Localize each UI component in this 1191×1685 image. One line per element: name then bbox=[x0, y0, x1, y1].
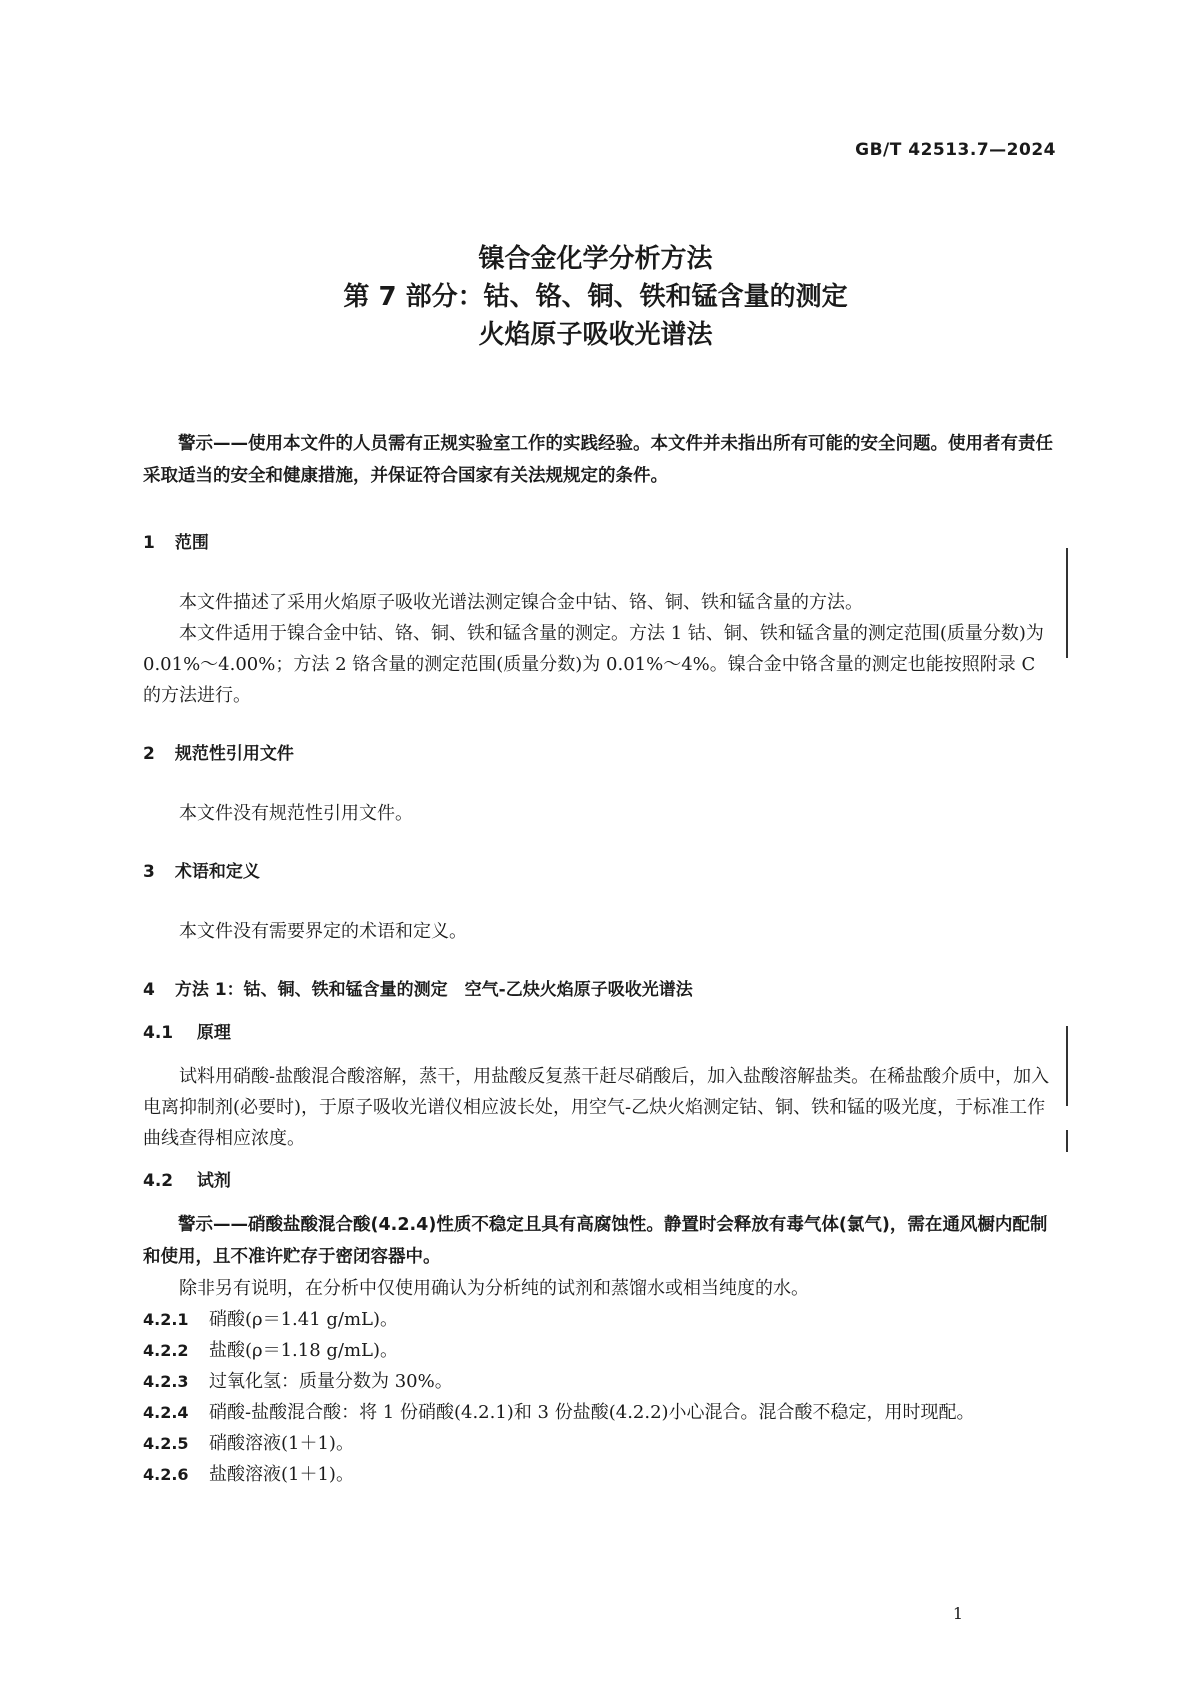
section-title: 方法 1：钴、铜、铁和锰含量的测定 空气-乙炔火焰原子吸收光谱法 bbox=[174, 980, 693, 1000]
title-line-3: 火焰原子吸收光谱法 bbox=[478, 320, 713, 350]
title-line-2: 第 7 部分：钴、铬、铜、铁和锰含量的测定 bbox=[343, 282, 848, 312]
document-title bbox=[0, 240, 1191, 354]
section-heading-scope bbox=[143, 528, 1058, 559]
list-item bbox=[143, 1366, 1058, 1397]
document-body bbox=[143, 428, 1058, 1490]
section-title: 术语和定义 bbox=[174, 862, 260, 882]
item-text: 盐酸(ρ＝1.18 g/mL)。 bbox=[209, 1340, 399, 1361]
item-number: 4.2.3 bbox=[143, 1372, 189, 1391]
safety-warning: 警示——使用本文件的人员需有正规实验室工作的实践经验。本文件并未指出所有可能的安全问题。使用者有责任采取适当的安全和健康措施，并保证符合国家有关法规规定的条件。 bbox=[143, 434, 1053, 486]
list-item bbox=[143, 1335, 1058, 1366]
change-bar-principle bbox=[1066, 1026, 1068, 1106]
section-heading-method-1 bbox=[143, 975, 1058, 1006]
section-title: 规范性引用文件 bbox=[174, 744, 294, 764]
subsection-number: 4.2 bbox=[143, 1171, 174, 1191]
standard-number: GB/T 42513.7—2024 bbox=[855, 140, 1056, 160]
item-text: 过氧化氢：质量分数为 30%。 bbox=[209, 1371, 453, 1392]
change-bar-scope bbox=[1066, 548, 1068, 658]
list-item bbox=[143, 1428, 1058, 1459]
subsection-title: 原理 bbox=[196, 1023, 231, 1043]
list-item bbox=[143, 1459, 1058, 1490]
item-number: 4.2.2 bbox=[143, 1341, 189, 1360]
paragraph: 除非另有说明，在分析中仅使用确认为分析纯的试剂和蒸馏水或相当纯度的水。 bbox=[179, 1278, 809, 1299]
item-number: 4.2.1 bbox=[143, 1310, 189, 1329]
item-text: 硝酸溶液(1＋1)。 bbox=[209, 1433, 354, 1454]
item-number: 4.2.4 bbox=[143, 1403, 189, 1422]
paragraph: 本文件描述了采用火焰原子吸收光谱法测定镍合金中钴、铬、铜、铁和锰含量的方法。 bbox=[179, 592, 863, 613]
subsection-number: 4.1 bbox=[143, 1023, 174, 1043]
change-bar-reagents bbox=[1066, 1130, 1068, 1152]
page-number: 1 bbox=[952, 1604, 963, 1623]
section-number: 3 bbox=[143, 862, 155, 882]
list-item bbox=[143, 1304, 1058, 1335]
item-text: 硝酸(ρ＝1.41 g/mL)。 bbox=[209, 1309, 399, 1330]
item-text: 硝酸-盐酸混合酸：将 1 份硝酸(4.2.1)和 3 份盐酸(4.2.2)小心混合。混合酸不稳定，用时现配。 bbox=[209, 1402, 975, 1423]
list-item bbox=[143, 1397, 1058, 1428]
subsection-heading-reagents bbox=[143, 1166, 1058, 1197]
section-title: 范围 bbox=[174, 533, 209, 553]
subsection-heading-principle bbox=[143, 1018, 1058, 1049]
paragraph: 本文件没有规范性引用文件。 bbox=[179, 803, 413, 824]
paragraph: 本文件适用于镍合金中钴、铬、铜、铁和锰含量的测定。方法 1 钴、铜、铁和锰含量的测定范围(质量分数)为 0.01%～4.00%；方法 2 铬含量的测定范围(质量分数)为 0.01%～4%。镍合金中铬含量的测定也能按照附录 C 的方法进行。 bbox=[143, 623, 1044, 706]
paragraph: 试料用硝酸-盐酸混合酸溶解，蒸干，用盐酸反复蒸干赶尽硝酸后，加入盐酸溶解盐类。在稀盐酸介质中，加入电离抑制剂(必要时)，于原子吸收光谱仪相应波长处，用空气-乙炔火焰测定钴、铜、铁和锰的吸光度，于标准工作曲线查得相应浓度。 bbox=[143, 1066, 1050, 1149]
section-heading-terms bbox=[143, 857, 1058, 888]
item-number: 4.2.6 bbox=[143, 1465, 189, 1484]
title-line-1: 镍合金化学分析方法 bbox=[478, 244, 713, 274]
section-number: 1 bbox=[143, 533, 155, 553]
reagent-warning: 警示——硝酸盐酸混合酸(4.2.4)性质不稳定且具有高腐蚀性。静置时会释放有毒气体(氯气)，需在通风橱内配制和使用，且不准许贮存于密闭容器中。 bbox=[143, 1215, 1048, 1267]
subsection-title: 试剂 bbox=[196, 1171, 231, 1191]
item-text: 盐酸溶液(1＋1)。 bbox=[209, 1464, 354, 1485]
section-number: 2 bbox=[143, 744, 155, 764]
section-heading-normative-references bbox=[143, 739, 1058, 770]
paragraph: 本文件没有需要界定的术语和定义。 bbox=[179, 921, 467, 942]
section-number: 4 bbox=[143, 980, 155, 1000]
item-number: 4.2.5 bbox=[143, 1434, 189, 1453]
